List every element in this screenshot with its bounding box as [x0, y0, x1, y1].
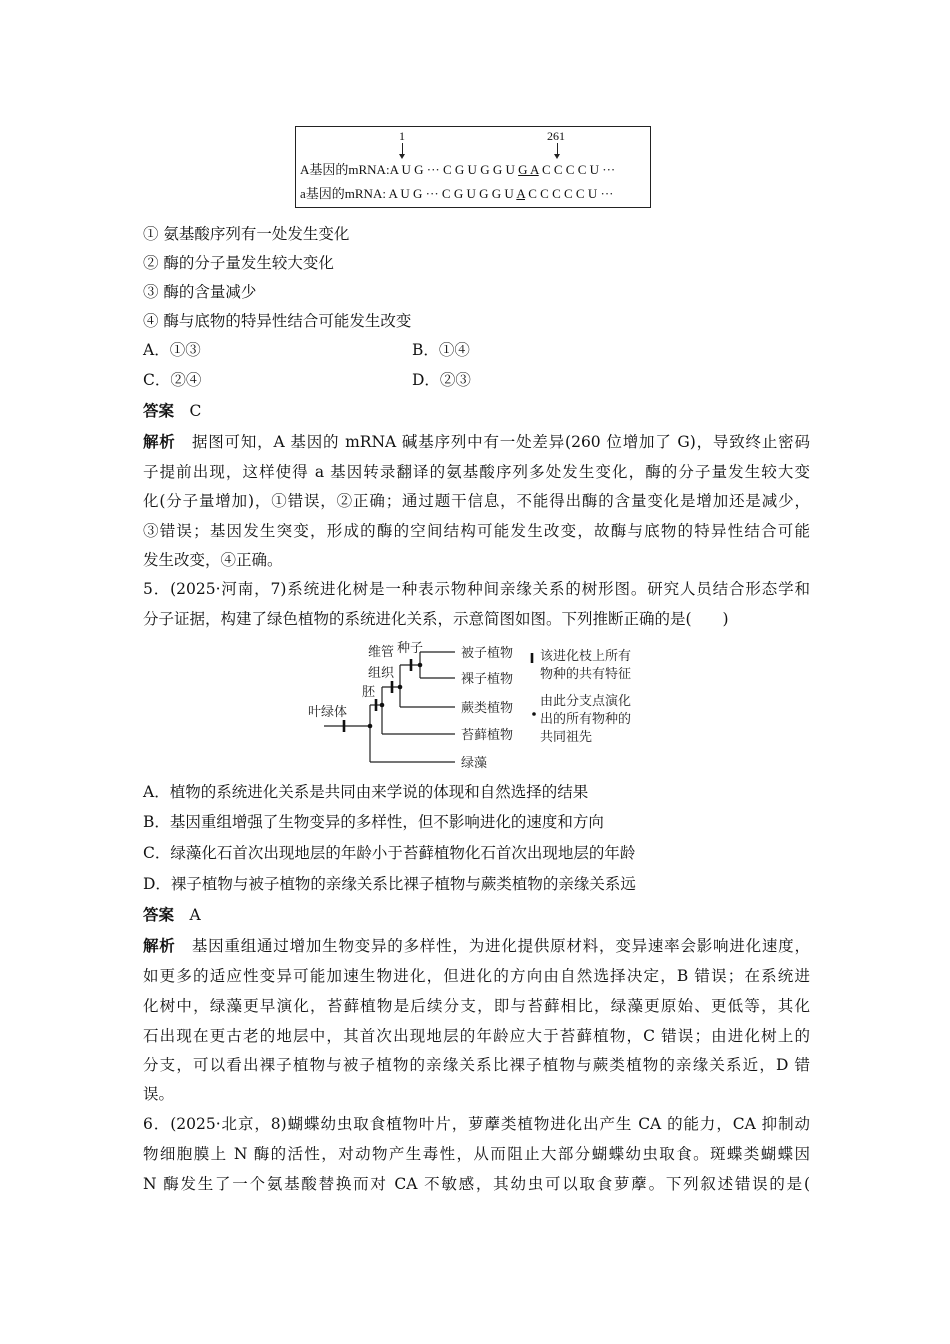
statement-2: ② 酶的分子量发生较大变化 [143, 254, 334, 272]
arrow-down-icon [402, 143, 403, 155]
mutation-site-underline: A [516, 186, 525, 201]
mrna-figure [295, 126, 651, 208]
question-5-stem: 分子证据，构建了绿色植物的系统进化关系，示意简图如图。下列推断正确的是( ) [143, 610, 729, 628]
statement-4: ④ 酶与底物的特异性结合可能发生改变 [143, 312, 412, 330]
position-261-label: 261 [547, 129, 565, 143]
analysis-line: 化树中，绿藻更早演化，苔藓植物是后续分支，即与苔藓相比，绿藻更原始、更低等，其化 [143, 997, 810, 1015]
answer-value: A [189, 906, 201, 924]
leaf-label: 被子植物 [461, 646, 514, 661]
legend-dot-text: 共同祖先 [540, 730, 593, 745]
analysis-line: 发生改变，④正确。 [143, 551, 283, 569]
option-c: C．②④ [143, 371, 202, 389]
leaf-label: 蕨类植物 [461, 701, 514, 716]
leaf-label: 苔藓植物 [461, 728, 514, 743]
option-d: D．②③ [412, 371, 471, 389]
analysis-label: 解析 [143, 432, 176, 451]
option-b: B．基因重组增强了生物变异的多样性，但不影响进化的速度和方向 [143, 813, 604, 831]
analysis-line: 解析 基因重组通过增加生物变异的多样性，为进化提供原材料，变异速率会影响进化速度， [143, 936, 810, 955]
position-1-label: 1 [399, 129, 405, 143]
option-c: C．绿藻化石首次出现地层的年龄小于苔藓植物化石首次出现地层的年龄 [143, 844, 636, 862]
root-label: 叶绿体 [308, 705, 348, 720]
answer-line [143, 401, 201, 421]
mrna-row-a: a基因的mRNA: A U G ··· C G U G G U A C C C C C U ··· [300, 186, 614, 201]
leaf-label: 绿藻 [461, 756, 488, 771]
node-seed-label: 种子 [397, 641, 424, 656]
node-vascular-label: 维管 [368, 645, 395, 660]
node-embryo-label: 胚 [362, 685, 376, 700]
mrna-row-A: A基因的mRNA:A U G ··· C G U G G U G A C C C C U ··· [300, 162, 616, 177]
arrow-down-icon [557, 143, 558, 155]
analysis-line: ③错误；基因发生突变，形成的酶的空间结构可能发生改变，故酶与底物的特异性结合可能 [143, 522, 810, 540]
analysis-line: 误。 [143, 1085, 175, 1103]
statement-1: ① 氨基酸序列有一处发生变化 [143, 225, 350, 243]
analysis-line: 子提前出现，这样使得 a 基因转录翻译的氨基酸序列多处发生变化，酶的分子量发生较大变 [143, 463, 810, 481]
legend-bar-text: 物种的共有特征 [540, 667, 632, 682]
analysis-label: 解析 [143, 936, 176, 955]
phylogenetic-tree-diagram [300, 636, 660, 776]
answer-label: 答案 [143, 905, 175, 924]
analysis-line: 石出现在更古老的地层中，其首次出现地层的年龄应大于苔藓植物，C 错误；由进化树上的 [143, 1027, 810, 1045]
statement-3: ③ 酶的含量减少 [143, 283, 257, 301]
leaf-label: 裸子植物 [461, 672, 514, 687]
analysis-line: 分支，可以看出裸子植物与被子植物的亲缘关系比裸子植物与蕨类植物的亲缘关系近，D 错 [143, 1056, 810, 1074]
option-b: B．①④ [412, 341, 470, 359]
analysis-line: 化(分子量增加)，①错误，②正确；通过题干信息，不能得出酶的含量变化是增加还是减少， [143, 492, 810, 510]
legend-dot-text: 出的所有物种的 [540, 712, 632, 727]
analysis-line: 如更多的适应性变异可能加速生物进化，但进化的方向由自然选择决定，B 错误；在系统进 [143, 967, 810, 985]
answer-value: C [189, 402, 202, 420]
legend-bar-text: 该进化枝上所有 [540, 649, 632, 664]
option-a: A．①③ [143, 341, 201, 359]
option-a: A．植物的系统进化关系是共同由来学说的体现和自然选择的结果 [143, 783, 589, 801]
answer-line [143, 905, 201, 925]
question-5-stem: 5．(2025·河南，7)系统进化树是一种表示物种间亲缘关系的树形图。研究人员结合形态学和 [143, 580, 810, 598]
question-6-stem: 6．(2025·北京，8)蝴蝶幼虫取食植物叶片，萝藦类植物进化出产生 CA 的能力，CA 抑制动 [143, 1115, 810, 1133]
option-d: D．裸子植物与被子植物的亲缘关系比裸子植物与蕨类植物的亲缘关系远 [143, 875, 636, 893]
analysis-line: 解析 据图可知，A 基因的 mRNA 碱基序列中有一处差异(260 位增加了 G)，导致终止密码 [143, 432, 810, 451]
legend-dot-text: 由此分支点演化 [540, 694, 632, 709]
mutation-site-underline: G A [518, 162, 539, 177]
question-6-stem: N 酶发生了一个氨基酸替换而对 CA 不敏感，其幼虫可以取食萝藦。下列叙述错误的是( [143, 1175, 810, 1193]
question-6-stem: 物细胞膜上 N 酶的活性，对动物产生毒性，从而阻止大部分蝴蝶幼虫取食。斑蝶类蝴蝶因 [143, 1145, 810, 1163]
answer-label: 答案 [143, 401, 175, 420]
node-vascular-label: 组织 [368, 666, 395, 681]
